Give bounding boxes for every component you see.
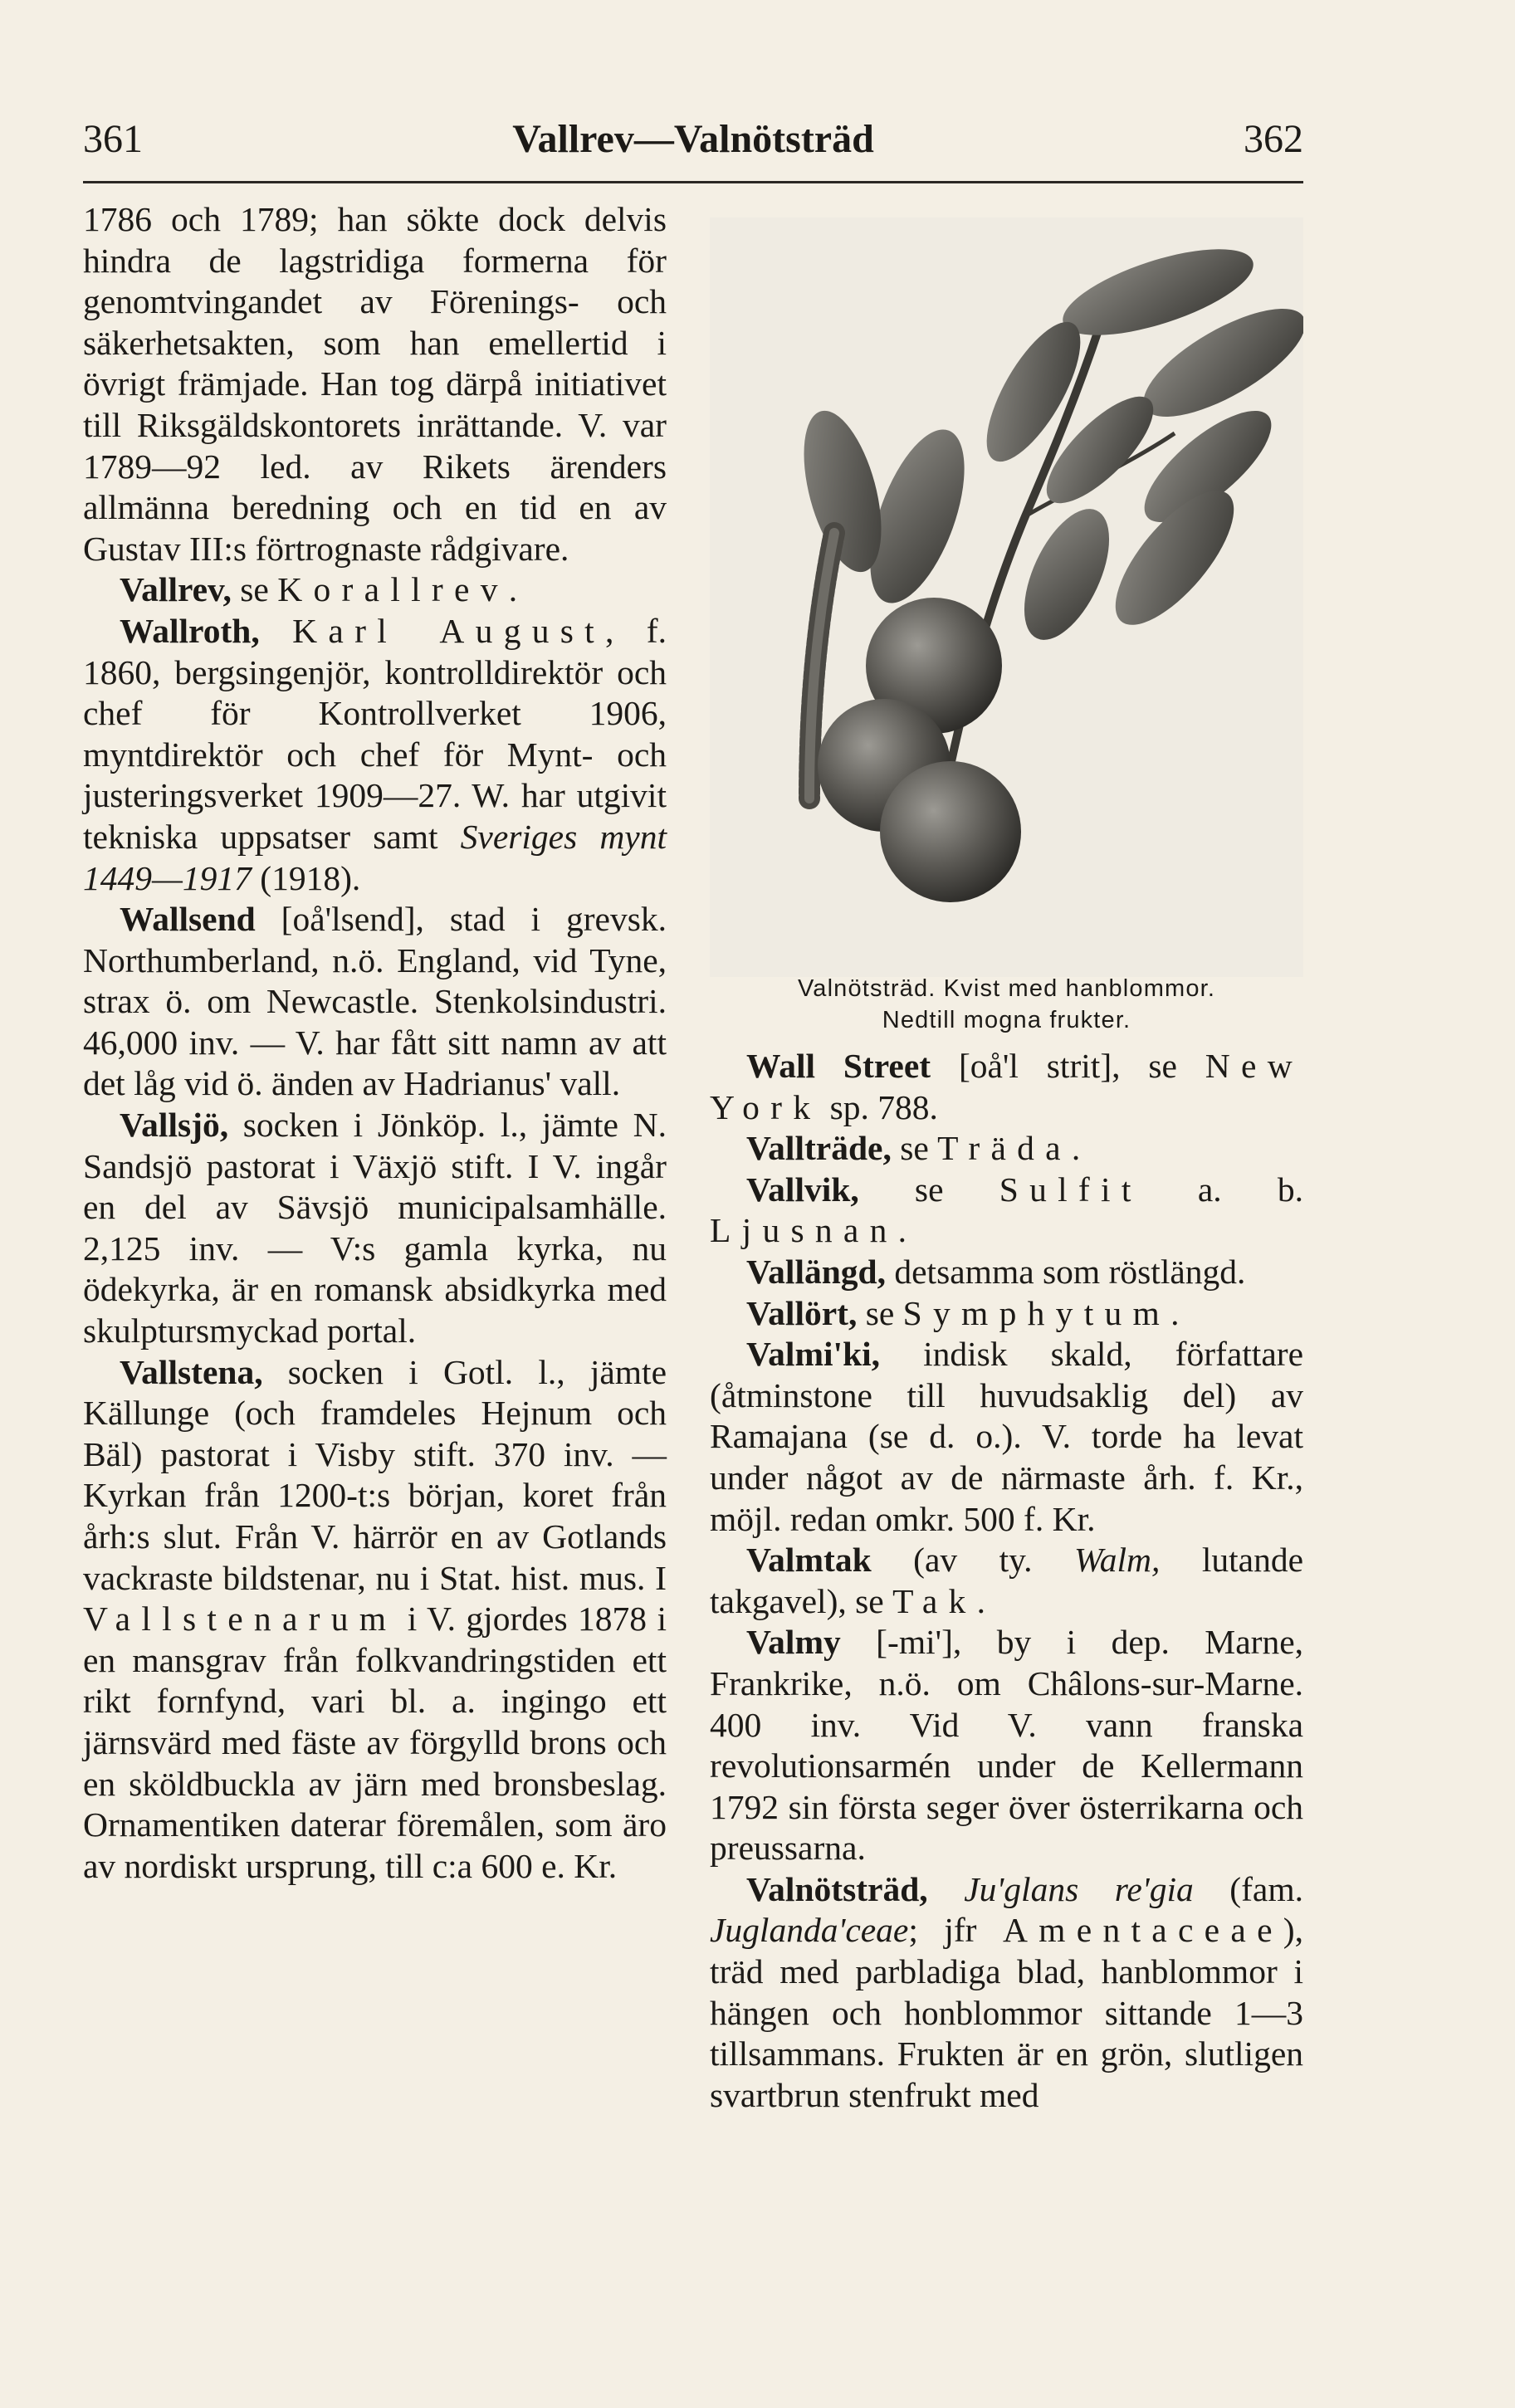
entry-text: a. b. [1141, 1170, 1303, 1209]
headword: Vallstena, [120, 1352, 263, 1391]
entry-text: ; jfr [908, 1911, 1003, 1950]
headword: Wallsend [120, 900, 256, 939]
walnut-branch-drawing [710, 217, 1303, 977]
cross-reference: Träda [937, 1129, 1072, 1168]
entry-valmiki [710, 1334, 1303, 1540]
entry-text: sp. 788. [821, 1087, 938, 1126]
entry-valmy [710, 1622, 1303, 1869]
entry-text: se [857, 1293, 903, 1332]
entry-vallstena [83, 1352, 667, 1888]
walnut-illustration [710, 217, 1303, 977]
family-name: Juglanda'ceae [710, 1911, 909, 1950]
entry-text: . [1170, 1293, 1180, 1332]
entry-text: detsamma som röstlängd. [886, 1252, 1246, 1291]
headword: Valmi'ki, [746, 1335, 881, 1374]
headword: Vallvik, [746, 1170, 859, 1209]
entry-wall-street [710, 1046, 1303, 1128]
entry-text: . [508, 570, 518, 609]
continued-paragraph: 1786 och 1789; han sökte dock delvis hindra de lagstridiga formerna för genomtvingandet av Förenings- och säkerhetsakten, som han emellertid i övrigt främjade. Han tog därpå initiativet till Riksgäldskontorets inrättande. V. var 1789—92 led. av Rikets ärenders allmänna beredning och en tid en av Gustav III:s förtrognaste rådgivare. [83, 200, 667, 568]
entry-valmtak [710, 1540, 1303, 1622]
entry-wallsend [83, 899, 667, 1105]
cross-reference: Sulfit [999, 1170, 1142, 1209]
headword: Vallsjö, [120, 1106, 229, 1145]
left-page-number: 361 [83, 117, 143, 161]
entry-vallrev [83, 569, 667, 611]
entry-valnotstrad [710, 1869, 1303, 2117]
entry-text: [oå'l strit], se [931, 1047, 1205, 1085]
headword: Vallträde, [746, 1129, 892, 1168]
entry-vallsjo [83, 1105, 667, 1352]
headword: Wallroth, [120, 611, 260, 650]
left-column [83, 199, 667, 1887]
entry-text: (1918). [251, 858, 361, 897]
entry-text: se [891, 1129, 938, 1168]
entry-text: (av ty. [871, 1541, 1074, 1580]
headword: Valnötsträd, [746, 1869, 928, 1908]
entry-wallroth [83, 611, 667, 899]
foreign-word: Walm, [1074, 1541, 1161, 1580]
entry-text: socken i Gotl. l., jämte Källunge (och framdeles Hejnum och Bäl) pastorat i Visby stift. 370 inv. — Kyrkan från 1200-t:s början, koret från årh:s slut. Från V. härrör en av Gotlands vackraste bildstenar, nu i Stat. hist. mus. I [83, 1352, 667, 1597]
work-title: Sveriges mynt 1449—1917 [83, 817, 667, 897]
entry-valltrade [710, 1128, 1303, 1170]
entry-text: [oå'lsend], stad i grevsk. Northumberland, n.ö. England, vid Tyne, strax ö. om Newcastle. Stenkolsindustri. 46,000 inv. — V. har fått sitt namn av att det låg vid ö. änden av Hadrianus' vall. [83, 900, 667, 1103]
entry-vallangd [710, 1252, 1303, 1293]
headword: Vallrev, [120, 570, 232, 609]
entry-text: . [976, 1581, 985, 1620]
entry-text: ), träd med parbladiga blad, hanblommor i hängen och honblommor sittande 1—3 tillsammans. Frukten är en grön, slutligen svartbrun stenfrukt med [710, 1911, 1303, 2114]
entry-text: (fam. [1193, 1869, 1303, 1908]
entry-text: i V. gjordes 1878 i en mansgrav från folkvandringstiden ett rikt fornfynd, vari bl. a. ingingo ett järnsvärd med fäste av förgylld brons och en sköldbuckla av järn med bronsbeslag. Ornamentiken daterar föremålen, som äro av nordiskt ursprung, till c:a 600 e. Kr. [83, 1600, 667, 1885]
caption-line: Valnötsträd. Kvist med hanblommor. [797, 975, 1216, 1002]
cross-reference: New York [710, 1047, 1303, 1126]
entry-text: se [858, 1170, 999, 1209]
cross-reference: Korallrev [277, 570, 509, 609]
right-page-number: 362 [1244, 117, 1303, 161]
running-title: Vallrev—Valnötsträd [512, 117, 874, 161]
entry-text: socken i Jönköp. l., jämte N. Sandsjö pastorat i Växjö stift. I V. ingår en del av Sävsjö municipalsamhälle. 2,125 inv. — V:s gamla kyrka, nu ödekyrka, är en romansk absidkyrka med skulptursmyckad portal. [83, 1106, 667, 1351]
latin-name: Ju'glans re'gia [964, 1869, 1194, 1908]
entry-text: lutande takgavel), se [710, 1541, 1303, 1620]
entry-vallvik [710, 1170, 1303, 1252]
figure-caption [710, 973, 1303, 1036]
cross-reference: Symphytum [902, 1293, 1171, 1332]
entry-text: [-mi'], by i dep. Marne, Frankrike, n.ö. om Châlons-sur-Marne. 400 inv. Vid V. vann franska revolutionsarmén under de Kellermann 1792 sin första seger över österrikarna och preussarna. [710, 1623, 1303, 1868]
headword: Wall Street [746, 1047, 931, 1085]
header-rule [83, 181, 1303, 183]
cross-reference: Vallstenarum [83, 1600, 398, 1639]
cross-reference: Amentaceae [1002, 1911, 1283, 1950]
headword: Valmy [746, 1623, 841, 1662]
headword: Vallört, [746, 1293, 858, 1332]
cross-reference: Ljusnan [710, 1211, 898, 1250]
entry-text: se [231, 570, 278, 609]
entry-text: . [897, 1211, 907, 1250]
headword: Vallängd, [746, 1252, 887, 1291]
caption-line: Nedtill mogna frukter. [882, 1007, 1131, 1033]
entry-text: , f. 1860, bergsingenjör, kontrolldirektör och chef för Kontrollverket 1906, myntdirektör och chef för Mynt- och justeringsverket 1909—27. W. har utgivit tekniska uppsatser samt [83, 611, 667, 856]
person-name: Karl August [292, 611, 605, 650]
entry-text: . [1071, 1129, 1081, 1168]
page-header [83, 116, 1303, 183]
entry-text: indisk skald, författare (åtminstone till huvudsaklig del) av Ramajana (se d. o.). V. torde ha levat under något av de närmaste årh. f. Kr., möjl. redan omkr. 500 f. Kr. [710, 1335, 1303, 1538]
cross-reference: Tak [892, 1581, 977, 1620]
headword: Valmtak [746, 1541, 872, 1580]
right-column [710, 1046, 1303, 2116]
entry-vallort [710, 1293, 1303, 1335]
